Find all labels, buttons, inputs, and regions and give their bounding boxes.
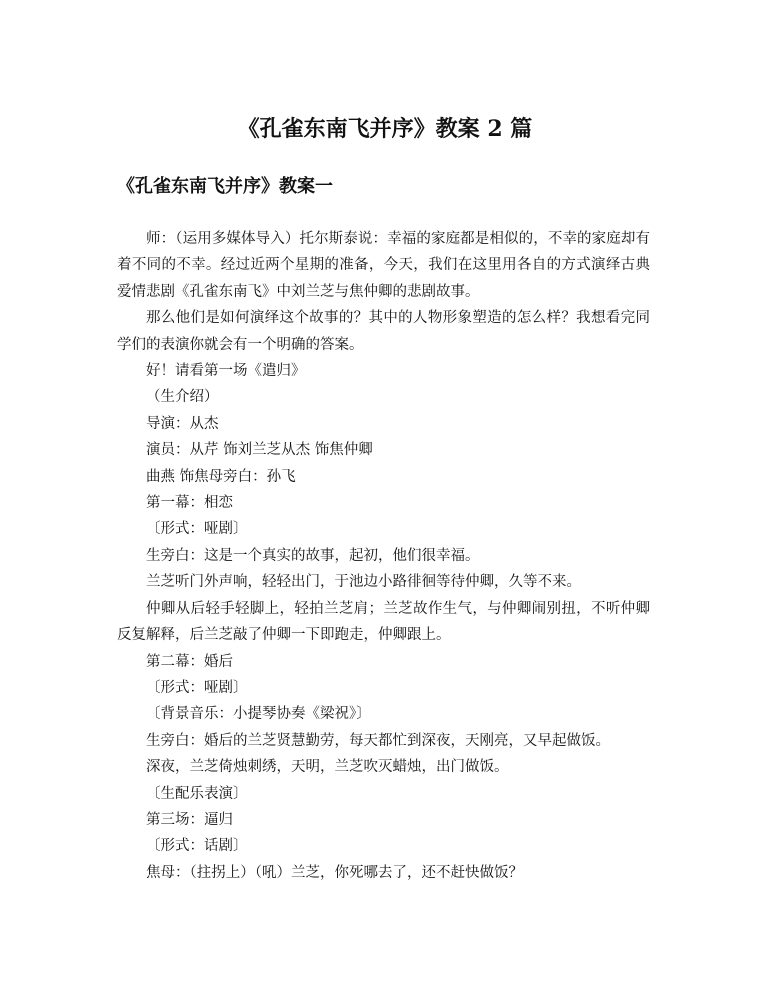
paragraph: 生旁白：这是一个真实的故事，起初，他们很幸福。 [146, 547, 480, 564]
document-title: 《孔雀东南飞并序》教案 2 篇 [237, 116, 533, 142]
paragraph: 〔背景音乐：小提琴协奏《梁祝》〕 [146, 706, 371, 723]
paragraph: 〔形式：话剧〕 [146, 838, 248, 855]
paragraph: 〔生配乐表演〕 [146, 785, 248, 802]
paragraph: 好！请看第一场《遣归》 [146, 363, 306, 380]
paragraph: 仲卿从后轻手轻脚上，轻拍兰芝肩；兰芝故作生气，与仲卿闹别扭，不听仲卿反复解释，后兰芝敲了仲卿一下即跑走，仲卿跟上。 [117, 600, 650, 644]
paragraph: 〔形式：哑剧〕 [146, 521, 248, 538]
paragraph: 那么他们是如何演绎这个故事的？其中的人物形象塑造的怎么样？我想看完同学们的表演你就会有一个明确的答案。 [117, 310, 650, 353]
paragraph: 兰芝听门外声响，轻轻出门，于池边小路徘徊等待仲卿，久等不来。 [146, 574, 581, 591]
paragraph: 焦母：（拄拐上）（吼）兰芝，你死哪去了，还不赶快做饭？ [146, 864, 523, 881]
paragraph: 深夜，兰芝倚烛刺绣，天明，兰芝吹灭蜡烛，出门做饭。 [146, 759, 509, 776]
paragraph: 第三场：逼归 [146, 811, 233, 828]
paragraph: 导演：从杰 [146, 415, 219, 432]
paragraph: 演员：从芹 饰刘兰芝从杰 饰焦仲卿 [146, 442, 373, 459]
paragraph: （生介绍） [146, 389, 219, 406]
document-body [117, 226, 650, 886]
paragraph: 〔形式：哑剧〕 [146, 679, 248, 696]
paragraph: 生旁白：婚后的兰芝贤慧勤劳，每天都忙到深夜，天刚亮，又早起做饭。 [146, 732, 610, 749]
paragraph: 曲燕 饰焦母旁白：孙飞 [146, 468, 296, 485]
paragraph: 师：（运用多媒体导入）托尔斯泰说：幸福的家庭都是相似的，不幸的家庭却有着不同的不幸。经过近两个星期的准备，今天，我们在这里用各自的方式演绎古典爱情悲剧《孔雀东南飞》中刘兰芝与焦仲卿的悲剧故事。 [117, 231, 650, 300]
paragraph: 第二幕：婚后 [146, 653, 233, 670]
paragraph: 第一幕：相恋 [146, 495, 233, 512]
section-heading: 《孔雀东南飞并序》教案一 [117, 176, 333, 197]
